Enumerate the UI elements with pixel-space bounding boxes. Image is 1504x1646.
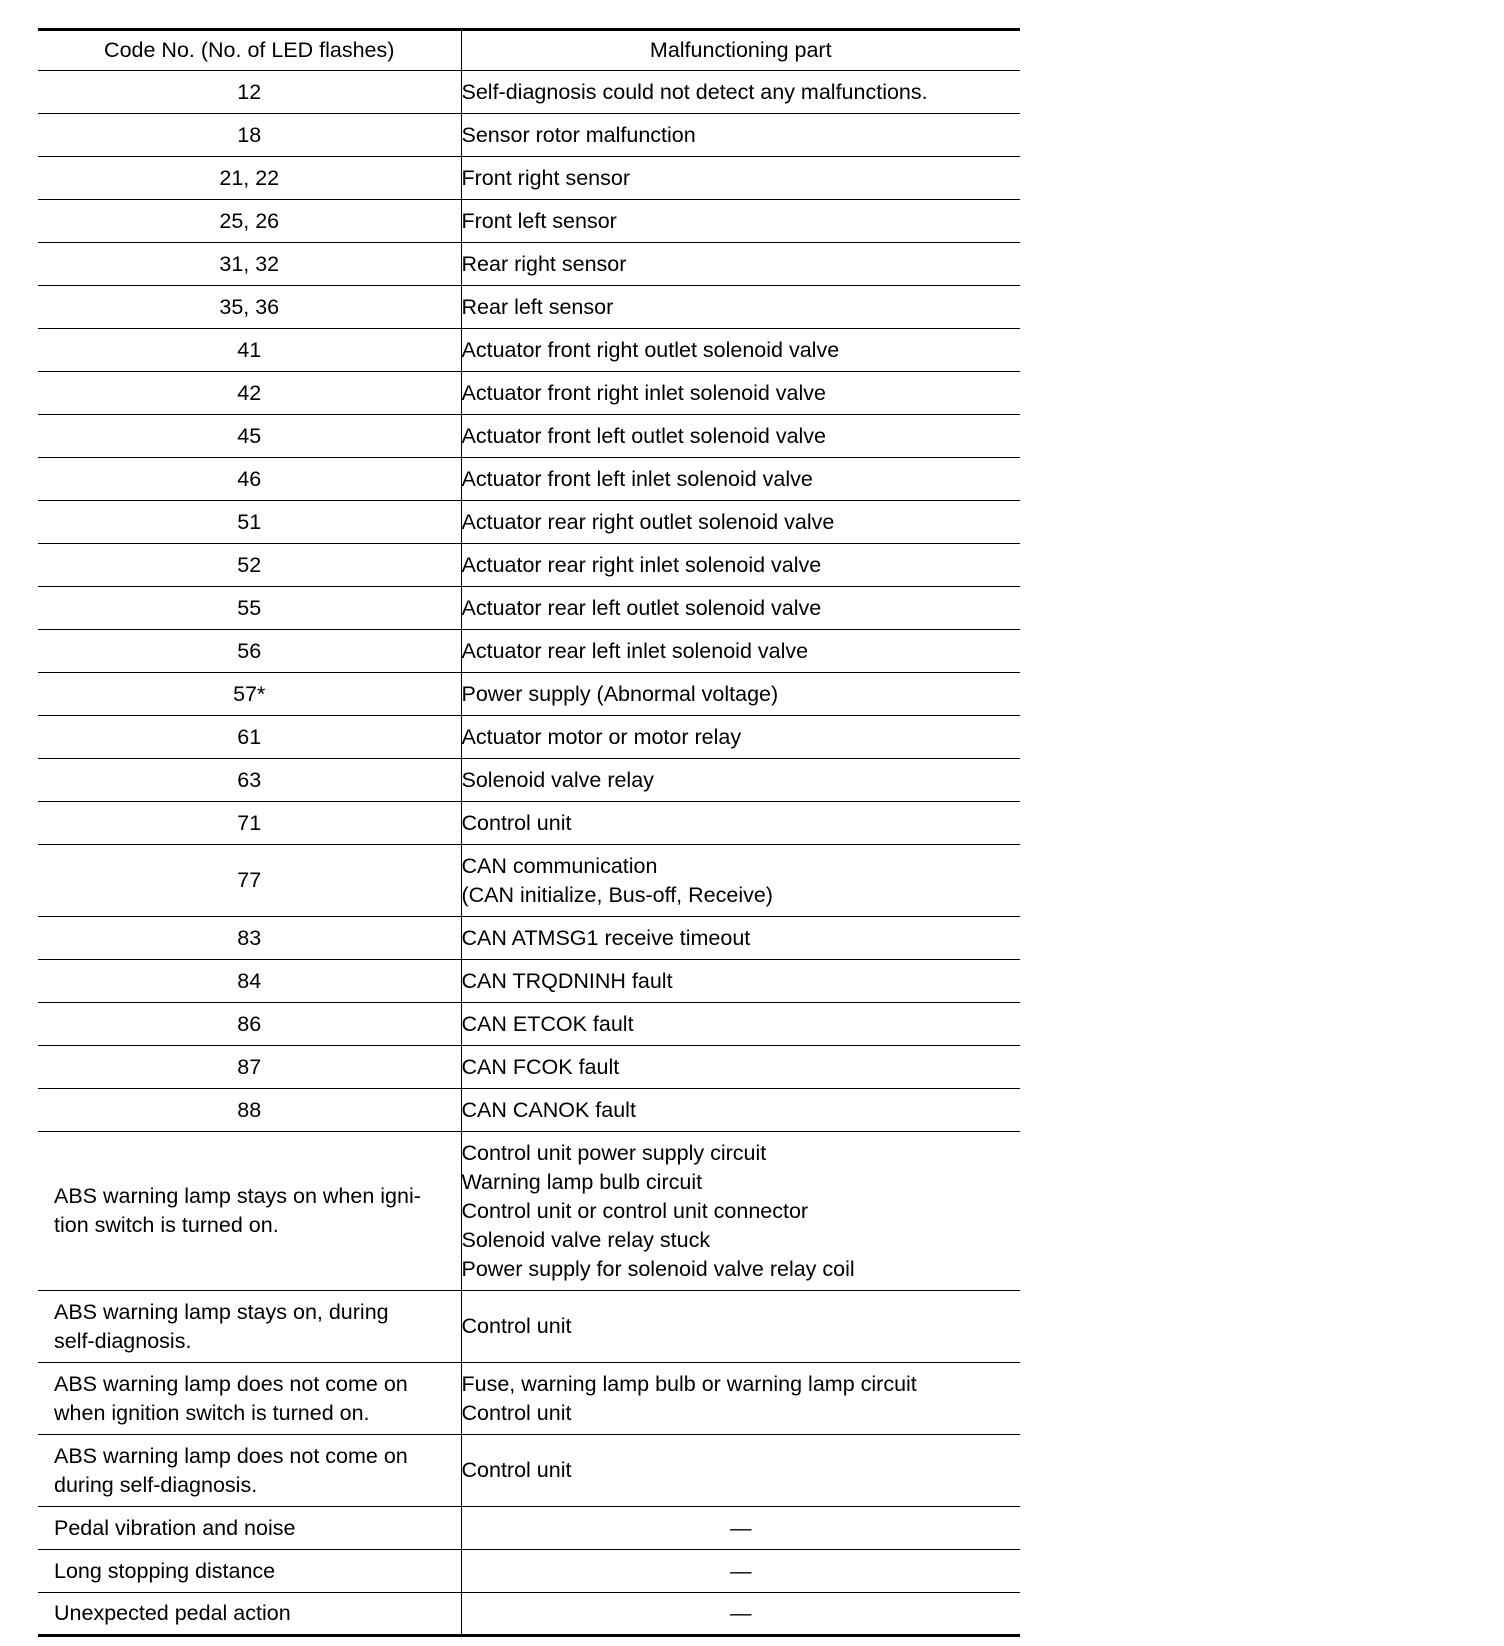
part-line: CAN communication — [461, 853, 658, 878]
code-cell: 71 — [38, 802, 461, 845]
code-cell: 56 — [38, 630, 461, 673]
symptom-cell: Unexpected pedal action — [38, 1593, 461, 1636]
header-malfunctioning-part: Malfunctioning part — [461, 30, 1020, 71]
part-cell: CAN TRQDNINH fault — [461, 960, 1020, 1003]
table-row — [38, 917, 1020, 960]
table-row — [38, 329, 1020, 372]
part-cell: Solenoid valve relay — [461, 759, 1020, 802]
part-cell: Rear right sensor — [461, 243, 1020, 286]
table-row — [38, 960, 1020, 1003]
part-line: Warning lamp bulb circuit — [461, 1169, 703, 1194]
part-line: (CAN initialize, Bus-off, Receive) — [461, 882, 773, 907]
table-row — [38, 71, 1020, 114]
table-row — [38, 1593, 1020, 1636]
part-cell: Actuator motor or motor relay — [461, 716, 1020, 759]
code-cell: 83 — [38, 917, 461, 960]
table-row — [38, 1435, 1020, 1507]
code-cell: 86 — [38, 1003, 461, 1046]
code-cell: 63 — [38, 759, 461, 802]
table-row — [38, 157, 1020, 200]
part-cell: CAN ETCOK fault — [461, 1003, 1020, 1046]
code-cell: 77 — [38, 845, 461, 917]
part-cell: CAN ATMSG1 receive timeout — [461, 917, 1020, 960]
table-row — [38, 200, 1020, 243]
table-row — [38, 243, 1020, 286]
code-cell: 84 — [38, 960, 461, 1003]
part-line: Control unit power supply circuit — [461, 1140, 767, 1165]
table-row — [38, 544, 1020, 587]
symptom-line: ABS warning lamp does not come on — [54, 1371, 408, 1396]
part-cell: Front left sensor — [461, 200, 1020, 243]
symptom-cell: Pedal vibration and noise — [38, 1507, 461, 1550]
code-cell: 52 — [38, 544, 461, 587]
table-row — [38, 630, 1020, 673]
code-cell: 88 — [38, 1089, 461, 1132]
table-row — [38, 802, 1020, 845]
part-cell: Control unit — [461, 802, 1020, 845]
header-code: Code No. (No. of LED flashes) — [38, 30, 461, 71]
part-line: Solenoid valve relay stuck — [461, 1227, 711, 1252]
table-row — [38, 286, 1020, 329]
part-cell: Self-diagnosis could not detect any malfunctions. — [461, 71, 1020, 114]
part-cell: Control unit — [461, 1435, 1020, 1507]
code-cell: 21, 22 — [38, 157, 461, 200]
part-cell: CAN FCOK fault — [461, 1046, 1020, 1089]
symptom-cell: Long stopping distance — [38, 1550, 461, 1593]
code-cell: 45 — [38, 415, 461, 458]
table-row — [38, 1089, 1020, 1132]
part-cell: — — [461, 1507, 1020, 1550]
code-cell: 51 — [38, 501, 461, 544]
symptom-line: self-diagnosis. — [54, 1328, 192, 1353]
table-row — [38, 1003, 1020, 1046]
symptom-line: ABS warning lamp stays on when igni- — [54, 1184, 421, 1208]
code-cell: 18 — [38, 114, 461, 157]
part-line: Fuse, warning lamp bulb or warning lamp circuit — [461, 1371, 917, 1396]
part-line: Power supply for solenoid valve relay coil — [461, 1256, 855, 1281]
code-cell: 41 — [38, 329, 461, 372]
table-row — [38, 1291, 1020, 1363]
table-row — [38, 673, 1020, 716]
symptom-line: ABS warning lamp does not come on — [54, 1443, 408, 1468]
table-row — [38, 759, 1020, 802]
part-cell: Actuator rear left outlet solenoid valve — [461, 587, 1020, 630]
part-cell: Actuator front right inlet solenoid valve — [461, 372, 1020, 415]
symptom-cell — [38, 1435, 461, 1507]
part-cell: Rear left sensor — [461, 286, 1020, 329]
part-cell: Sensor rotor malfunction — [461, 114, 1020, 157]
code-cell: 42 — [38, 372, 461, 415]
table-row — [38, 415, 1020, 458]
part-cell — [461, 845, 1020, 917]
part-cell: — — [461, 1593, 1020, 1636]
table-row — [38, 1046, 1020, 1089]
symptom-cell — [38, 1363, 461, 1435]
part-cell: Actuator front left outlet solenoid valve — [461, 415, 1020, 458]
code-cell: 46 — [38, 458, 461, 501]
table-row — [38, 372, 1020, 415]
symptom-cell — [38, 1291, 461, 1363]
part-line: Control unit — [461, 1400, 572, 1425]
part-cell: Actuator front right outlet solenoid valve — [461, 329, 1020, 372]
code-cell: 55 — [38, 587, 461, 630]
code-cell: 87 — [38, 1046, 461, 1089]
part-line: Control unit or control unit connector — [461, 1198, 809, 1223]
code-cell: 12 — [38, 71, 461, 114]
symptom-line: when ignition switch is turned on. — [54, 1400, 370, 1425]
trouble-code-table — [38, 28, 1020, 1637]
table-row — [38, 1132, 1020, 1291]
table-row — [38, 587, 1020, 630]
part-cell: CAN CANOK fault — [461, 1089, 1020, 1132]
symptom-cell — [38, 1132, 461, 1291]
code-cell: 61 — [38, 716, 461, 759]
part-cell: Actuator rear right inlet solenoid valve — [461, 544, 1020, 587]
part-cell: Front right sensor — [461, 157, 1020, 200]
code-cell: 31, 32 — [38, 243, 461, 286]
table-row — [38, 716, 1020, 759]
code-cell: 57* — [38, 673, 461, 716]
code-cell: 25, 26 — [38, 200, 461, 243]
table-row — [38, 114, 1020, 157]
part-cell: Control unit — [461, 1291, 1020, 1363]
symptom-line: during self-diagnosis. — [54, 1472, 258, 1497]
table-row — [38, 845, 1020, 917]
part-cell — [461, 1132, 1020, 1291]
table-row — [38, 501, 1020, 544]
table-row — [38, 1363, 1020, 1435]
part-cell: Actuator front left inlet solenoid valve — [461, 458, 1020, 501]
table-row — [38, 1507, 1020, 1550]
code-cell: 35, 36 — [38, 286, 461, 329]
part-cell: — — [461, 1550, 1020, 1593]
part-cell: Actuator rear right outlet solenoid valve — [461, 501, 1020, 544]
part-cell: Power supply (Abnormal voltage) — [461, 673, 1020, 716]
table-row — [38, 1550, 1020, 1593]
symptom-line: tion switch is turned on. — [54, 1213, 279, 1237]
part-cell — [461, 1363, 1020, 1435]
part-cell: Actuator rear left inlet solenoid valve — [461, 630, 1020, 673]
symptom-line: ABS warning lamp stays on, during — [54, 1299, 389, 1324]
table-header-row — [38, 30, 1020, 71]
table-row — [38, 458, 1020, 501]
